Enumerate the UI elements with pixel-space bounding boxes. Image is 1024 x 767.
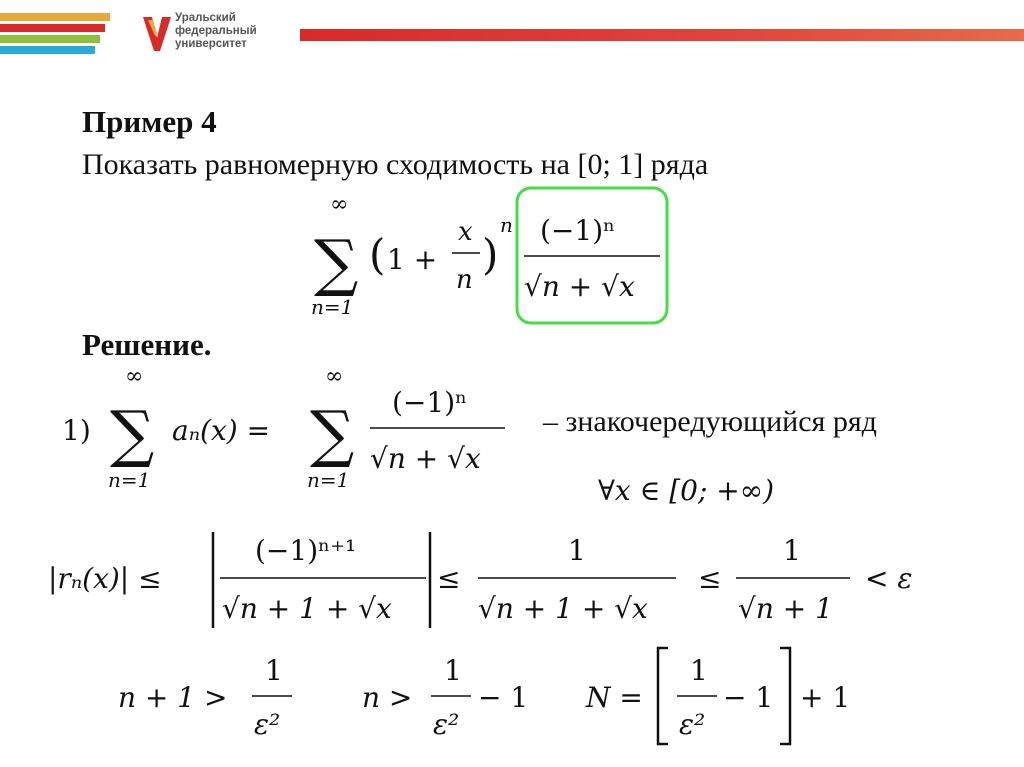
estimate-den2: √n + 1 + √x	[478, 592, 648, 625]
sum2-symbol: ∑	[310, 397, 355, 470]
step1-term-numerator: (−1)ⁿ	[392, 386, 468, 419]
sum-upper-limit: ∞	[330, 192, 349, 217]
bound2-denominator: ε²	[433, 708, 460, 741]
sum1-lower-limit: n=1	[108, 468, 151, 492]
estimate-num2: 1	[568, 534, 586, 567]
sum2-lower-limit: n=1	[307, 468, 350, 492]
bound1-numerator: 1	[265, 654, 283, 687]
step1-domain: ∀x ∈ [0; +∞)	[598, 474, 774, 507]
sum1-symbol: ∑	[110, 397, 155, 470]
solution-label: Решение.	[82, 327, 212, 362]
sum1-upper-limit: ∞	[125, 364, 144, 389]
estimate-tail: < ε	[865, 562, 913, 595]
step1-description: – знакочередующийся ряд	[543, 405, 877, 438]
step1-term-denominator: √n + √x	[370, 442, 481, 475]
frac-denominator: n	[456, 265, 473, 295]
estimate-num1: (−1)ⁿ⁺¹	[255, 534, 357, 567]
sum-lower-limit: n=1	[311, 295, 354, 319]
term-numerator: (−1)ⁿ	[540, 214, 616, 247]
slide-title: Пример 4	[82, 104, 217, 139]
bound3-numerator: 1	[690, 654, 708, 687]
bracket-content: 1 +	[387, 243, 438, 276]
estimate-den3: √n + 1	[738, 592, 833, 625]
bound3-denominator: ε²	[679, 708, 706, 741]
logo-line-1: Уральский	[175, 12, 236, 24]
logo-line-2: федеральный	[175, 25, 257, 37]
logo-line-3: университет	[175, 38, 247, 50]
bound3-tail: + 1	[800, 681, 851, 714]
close-paren: )	[482, 230, 499, 279]
frac-numerator: x	[458, 217, 473, 247]
sum2-upper-limit: ∞	[325, 364, 344, 389]
bound3-mid: − 1	[723, 681, 774, 714]
task-statement: Показать равномерную сходимость на [0; 1] ряда	[82, 148, 709, 181]
n-bounds	[118, 648, 850, 744]
estimate-num3: 1	[783, 534, 801, 567]
bound2-lhs: n >	[362, 681, 413, 714]
bound2-numerator: 1	[444, 654, 462, 687]
estimate-den1: √n + 1 + √x	[222, 592, 392, 625]
sum-symbol: ∑	[314, 226, 359, 299]
floor-bracket-right	[780, 648, 790, 744]
term-denominator: √n + √x	[524, 270, 635, 303]
bound3-lhs: N =	[586, 681, 643, 714]
series-main-formula	[311, 188, 667, 323]
bound2-tail: − 1	[478, 681, 529, 714]
step1-formula	[62, 364, 774, 507]
estimate-le2: ≤	[698, 562, 722, 595]
step1-lhs: aₙ(x) =	[172, 414, 271, 447]
open-paren: (	[369, 230, 386, 279]
estimate-le: ≤	[437, 562, 461, 595]
estimate-lhs: |rₙ(x)| ≤	[48, 562, 162, 595]
step1-label: 1)	[62, 414, 91, 447]
floor-bracket-left	[658, 648, 668, 744]
power-n: n	[500, 213, 513, 237]
bound1-lhs: n + 1 >	[118, 681, 228, 714]
remainder-estimate	[48, 532, 912, 628]
bound1-denominator: ε²	[254, 708, 281, 741]
